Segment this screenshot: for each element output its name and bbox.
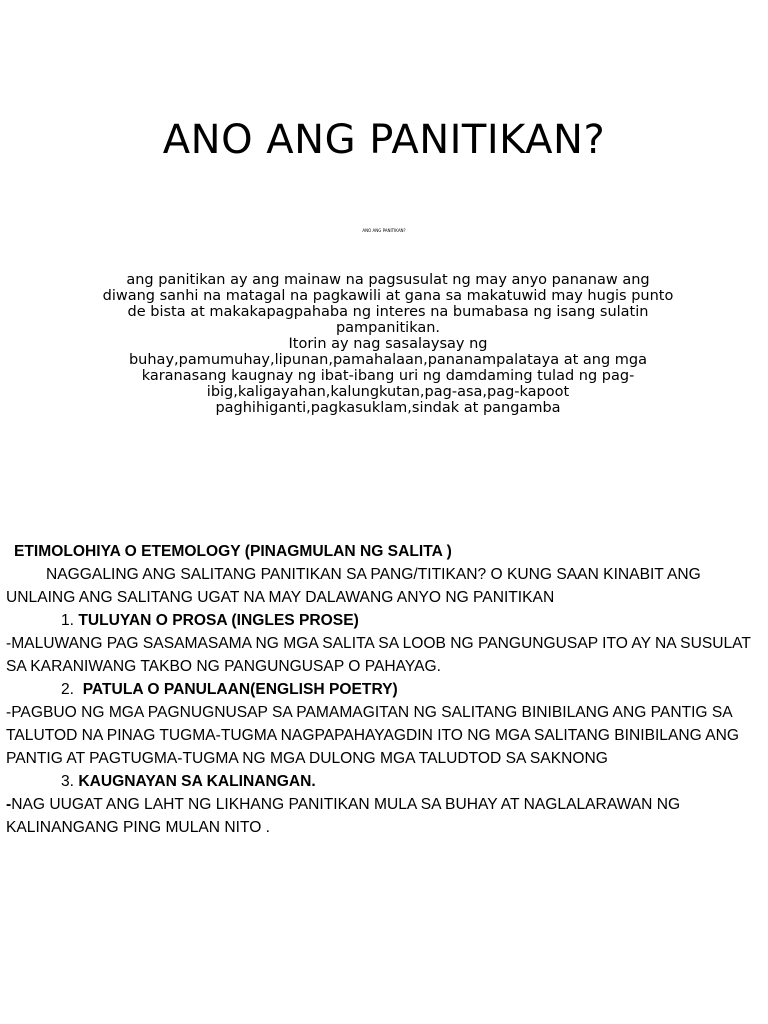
- item-1-description: -MALUWANG PAG SASAMASAMA NG MGA SALITA SA LOOB NG PANGUNGUSAP ITO AY NA SUSULAT SA KARANIWANG TAKBO NG PANGUNGUSAP O PAHAYAG.: [6, 635, 751, 675]
- item-1-label: TULUYAN O PROSA (INGLES PROSE): [78, 612, 359, 629]
- item-3-dash: -: [6, 796, 12, 813]
- item-1-number: 1.: [61, 612, 75, 629]
- item-2-number: 2.: [61, 681, 75, 698]
- item-3-description: NAG UUGAT ANG LAHT NG LIKHANG PANITIKAN MULA SA BUHAY AT NAGLALARAWAN NG KALINANGANG PING MULAN NITO .: [6, 796, 681, 836]
- intro-text-2: Itorin ay nag sasalaysay ng buhay,pamumuhay,lipunan,pamahalaan,pananampalataya at ang mga karanasang kaugnay ng ibat-ibang uri ng damdaming tulad ng pag-ibig,kaligayahan,kalungkutan,pag-asa,pag-kapoot paghihiganti,pagkasuklam,sindak at pangamba: [128, 336, 648, 416]
- item-2-label: PATULA O PANULAAN(ENGLISH POETRY): [82, 681, 398, 698]
- item-3-heading: [6, 770, 764, 793]
- section-heading: ETIMOLOHIYA O ETEMOLOGY (PINAGMULAN NG SALITA ): [14, 543, 452, 560]
- origin-paragraph: NAGGALING ANG SALITANG PANITIKAN SA PANG/TITIKAN? O KUNG SAAN KINABIT ANG UNLAING ANG SALITANG UGAT NA MAY DALAWANG ANYO NG PANITIKAN: [6, 566, 701, 606]
- page-title: ANO ANG PANITIKAN?: [162, 117, 606, 163]
- item-1-heading: [6, 609, 764, 632]
- intro-text-1: ang panitikan ay ang mainaw na pagsusulat ng may anyo pananaw ang diwang sanhi na matagal na pagkawili at gana sa makatuwid may hugis punto de bista at makakapagpahaba ng interes na bumabasa ng isang sulatin pampanitikan.: [102, 272, 674, 336]
- etymology-section: [6, 540, 764, 839]
- page-subtitle: ANO ANG PANITIKAN?: [362, 228, 406, 233]
- item-3-description-line: [6, 793, 764, 839]
- item-2-description: -PAGBUO NG MGA PAGNUGNUSAP SA PAMAMAGITAN NG SALITANG BINIBILANG ANG PANTIG SA TALUTOD NA PINAG TUGMA-TUGMA NAGPAPAHAYAGDIN ITO NG MGA SALITANG BINIBILANG ANG PANTIG AT PAGTUGMA-TUGMA NG MGA DULONG MGA TALUDTOD SA SAKNONG: [6, 704, 740, 767]
- item-3-number: 3.: [61, 773, 75, 790]
- item-2-heading: [6, 678, 764, 701]
- intro-paragraph: [100, 272, 676, 416]
- item-3-label: KAUGNAYAN SA KALINANGAN.: [78, 773, 316, 790]
